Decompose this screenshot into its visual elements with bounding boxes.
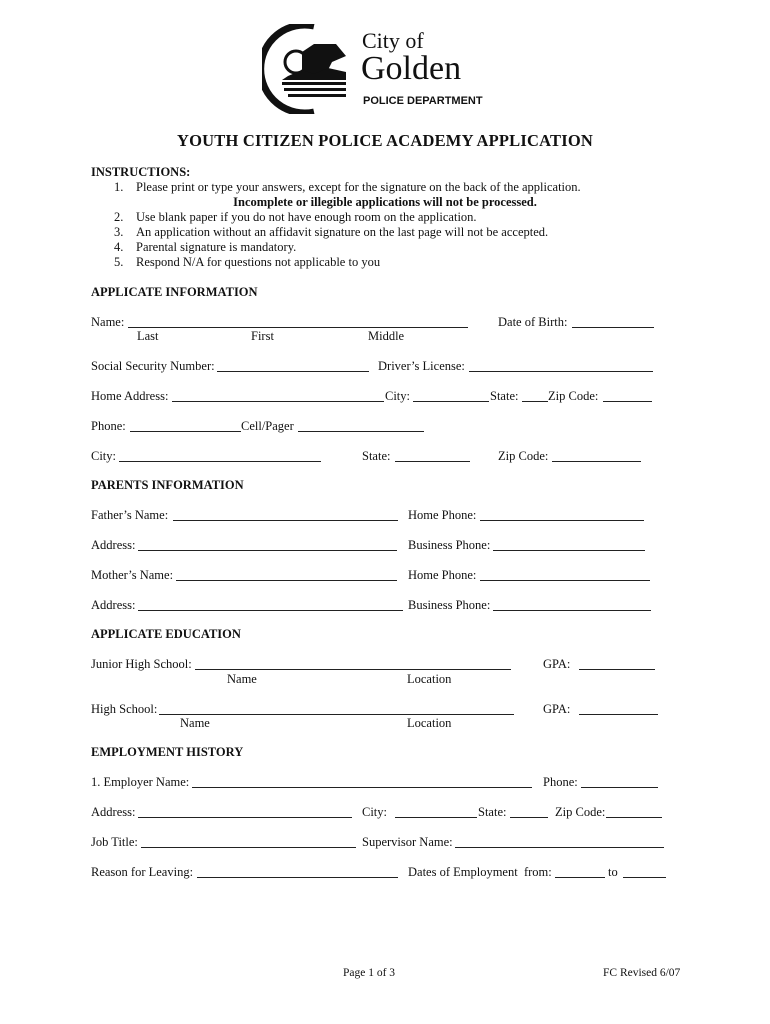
mother-name-field[interactable]: [176, 580, 397, 581]
employer-address-field[interactable]: [138, 817, 352, 818]
employer-address-label: Address:: [91, 805, 136, 819]
section-heading-applicant: APPLICATE INFORMATION: [91, 285, 258, 299]
junior-location-sublabel: Location: [407, 672, 452, 686]
name-sublabel-last: Last: [137, 329, 159, 343]
employment-to-field[interactable]: [623, 877, 666, 878]
mother-home-phone-field[interactable]: [480, 580, 650, 581]
employer-phone-field[interactable]: [581, 787, 658, 788]
junior-high-field[interactable]: [195, 669, 511, 670]
instructions-heading: INSTRUCTIONS:: [91, 165, 191, 179]
name-sublabel-middle: Middle: [368, 329, 405, 343]
high-gpa-field[interactable]: [579, 714, 658, 715]
high-school-field[interactable]: [159, 714, 514, 715]
mother-home-phone-label: Home Phone:: [408, 568, 477, 582]
license-label: Driver’s License:: [378, 359, 465, 373]
job-title-field[interactable]: [141, 847, 356, 848]
instruction-warning: Incomplete or illegible applications will not be processed.: [233, 195, 537, 209]
high-location-sublabel: Location: [407, 716, 452, 730]
mother-business-phone-label: Business Phone:: [408, 598, 491, 612]
instruction-item: Respond N/A for questions not applicable to you: [136, 255, 381, 269]
instruction-item: Please print or type your answers, except for the signature on the back of the application.: [136, 180, 581, 194]
address-zip-label: Zip Code:: [548, 389, 599, 403]
section-heading-employment: EMPLOYMENT HISTORY: [91, 745, 244, 759]
section-heading-education: APPLICATE EDUCATION: [91, 627, 241, 641]
employer-city-label: City:: [362, 805, 388, 819]
page-number: Page 1 of 3: [343, 967, 396, 979]
mother-name-label: Mother’s Name:: [91, 568, 174, 582]
cell-label: Cell/Pager: [241, 419, 294, 433]
instruction-number: 3.: [114, 225, 124, 239]
employer-name-label: 1. Employer Name:: [91, 775, 190, 789]
employer-zip-field[interactable]: [606, 817, 662, 818]
home-address-label: Home Address:: [91, 389, 169, 403]
ssn-label: Social Security Number:: [91, 359, 215, 373]
employer-state-field[interactable]: [510, 817, 548, 818]
name-label: Name:: [91, 315, 125, 329]
reason-for-leaving-field[interactable]: [197, 877, 398, 878]
employer-phone-label: Phone:: [543, 775, 578, 789]
instruction-number: 2.: [114, 210, 124, 224]
junior-gpa-label: GPA:: [543, 657, 571, 671]
license-field[interactable]: [469, 371, 653, 372]
address-city-label: City:: [385, 389, 411, 403]
city-label: City:: [91, 449, 117, 463]
ssn-field[interactable]: [217, 371, 369, 372]
city-of-golden-logo: [262, 24, 482, 114]
name-sublabel-first: First: [251, 329, 274, 343]
logo-golden: Golden: [361, 50, 462, 87]
dob-label: Date of Birth:: [498, 315, 568, 329]
employment-from-field[interactable]: [555, 877, 605, 878]
high-gpa-label: GPA:: [543, 702, 571, 716]
address-zip-field[interactable]: [603, 401, 652, 402]
mother-business-phone-field[interactable]: [493, 610, 651, 611]
father-home-phone-label: Home Phone:: [408, 508, 477, 522]
mother-address-label: Address:: [91, 598, 136, 612]
state-label: State:: [362, 449, 391, 463]
instruction-item: An application without an affidavit signature on the last page will not be accepted.: [136, 225, 549, 239]
reason-for-leaving-label: Reason for Leaving:: [91, 865, 194, 879]
police-badge-emblem-icon: [262, 24, 362, 114]
dob-field[interactable]: [572, 327, 654, 328]
page-title: YOUTH CITIZEN POLICE ACADEMY APPLICATION: [177, 131, 593, 150]
instruction-number: 5.: [114, 255, 124, 269]
logo-city-of: City of: [362, 28, 424, 53]
city-field[interactable]: [119, 461, 321, 462]
junior-high-label: Junior High School:: [91, 657, 192, 671]
home-address-field[interactable]: [172, 401, 384, 402]
zip-field[interactable]: [552, 461, 641, 462]
employer-name-field[interactable]: [192, 787, 532, 788]
instruction-number: 4.: [114, 240, 124, 254]
supervisor-name-label: Supervisor Name:: [362, 835, 453, 849]
father-business-phone-field[interactable]: [493, 550, 645, 551]
father-address-field[interactable]: [138, 550, 397, 551]
junior-gpa-field[interactable]: [579, 669, 655, 670]
logo-police-department: POLICE DEPARTMENT: [363, 95, 483, 107]
father-name-label: Father’s Name:: [91, 508, 169, 522]
phone-label: Phone:: [91, 419, 126, 433]
employer-city-field[interactable]: [395, 817, 477, 818]
mother-address-field[interactable]: [138, 610, 403, 611]
address-state-field[interactable]: [522, 401, 548, 402]
supervisor-name-field[interactable]: [455, 847, 664, 848]
address-city-field[interactable]: [413, 401, 489, 402]
section-heading-parents: PARENTS INFORMATION: [91, 478, 244, 492]
employer-state-label: State:: [478, 805, 507, 819]
instruction-item: Use blank paper if you do not have enough room on the application.: [136, 210, 477, 224]
father-name-field[interactable]: [173, 520, 398, 521]
high-name-sublabel: Name: [180, 716, 210, 730]
father-address-label: Address:: [91, 538, 136, 552]
address-state-label: State:: [490, 389, 519, 403]
instruction-item: Parental signature is mandatory.: [136, 240, 297, 254]
cell-field[interactable]: [298, 431, 424, 432]
employer-zip-label: Zip Code:: [555, 805, 606, 819]
name-field[interactable]: [128, 327, 468, 328]
phone-field[interactable]: [130, 431, 241, 432]
zip-label: Zip Code:: [498, 449, 549, 463]
father-business-phone-label: Business Phone:: [408, 538, 491, 552]
father-home-phone-field[interactable]: [480, 520, 644, 521]
junior-name-sublabel: Name: [227, 672, 257, 686]
employment-to-label: to: [608, 865, 618, 879]
revision-note: FC Revised 6/07: [603, 967, 681, 979]
dates-of-employment-label: Dates of Employment from:: [408, 865, 552, 879]
job-title-label: Job Title:: [91, 835, 138, 849]
state-field[interactable]: [395, 461, 470, 462]
high-school-label: High School:: [91, 702, 158, 716]
instruction-number: 1.: [114, 180, 124, 194]
